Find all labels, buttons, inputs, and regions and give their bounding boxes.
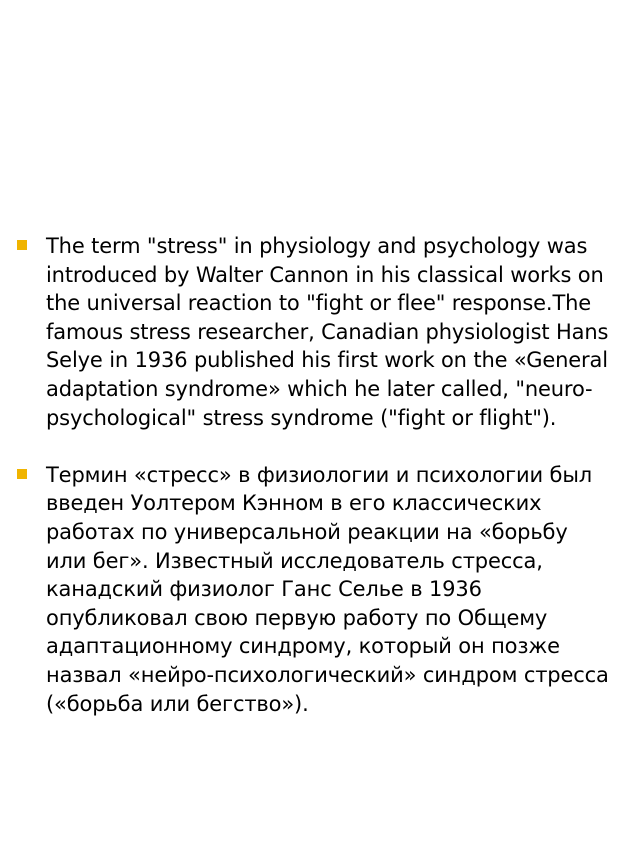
square-bullet-icon bbox=[17, 240, 27, 250]
bullet-item-english bbox=[0, 232, 640, 432]
bullet-list bbox=[0, 232, 640, 718]
bullet-item-russian bbox=[0, 461, 640, 718]
bullet-text-english: The term "stress" in physiology and psychology was introduced by Walter Cannon in his classical works on the universal reaction to "fight or flee" response.The famous stress researcher, Canadian physiologist Hans Selye in 1936 published his first work on the «General adaptation syndrome» which he later called, "neuro-psychological" stress syndrome ("fight or flight"). bbox=[46, 234, 609, 430]
bullet-text-russian: Термин «стресс» в физиологии и психологии был введен Уолтером Кэнном в его классических работах по универсальной реакции на «борьбу или бег». Известный исследователь стресса, канадский физиолог Ганс Селье в 1936 опубликовал свою первую работу по Общему адаптационному синдрому, который он позже назвал «нейро-психологический» синдром стресса («борьба или бегство»). bbox=[46, 462, 609, 716]
square-bullet-icon bbox=[17, 469, 27, 479]
